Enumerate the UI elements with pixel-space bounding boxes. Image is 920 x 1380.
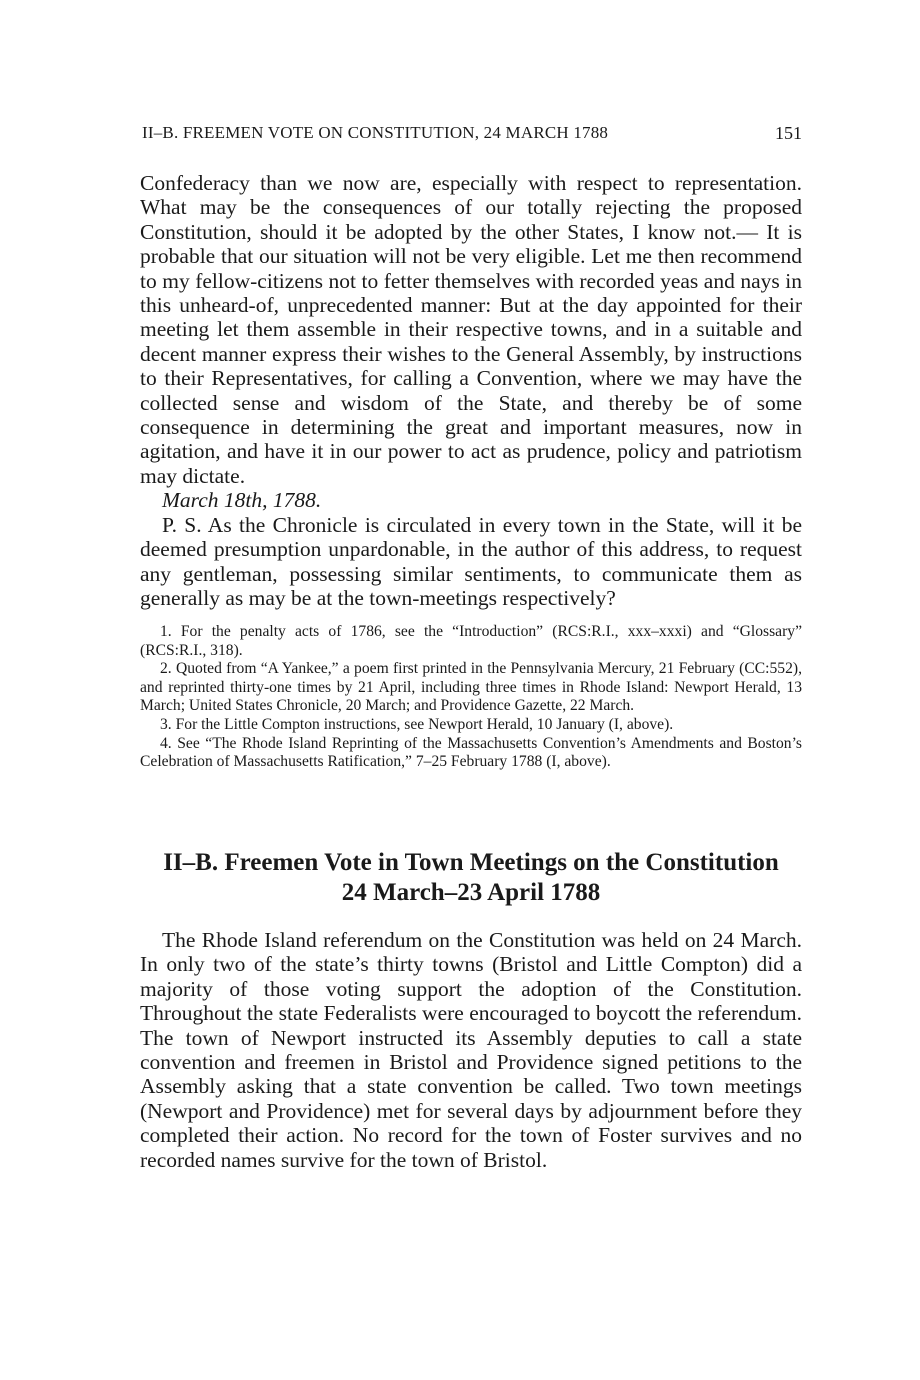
section-heading [140,848,802,908]
dateline [162,488,321,512]
section-intro: The Rhode Island referendum on the Constitution was held on 24 March. In only two of the state’s thirty towns (Bristol and Little Compton) did a majority of those voting support the adoption of the Constitution. Throughout the state Federalists were encouraged to boycott the referendum. The town of Newport instructed its Assembly deputies to call a state convention and freemen in Bristol and Providence signed petitions to the Assembly asking that a state convention be called. Two town meetings (Newport and Providence) met for several days by adjournment before they completed their action. No record for the town of Foster survives and no recorded names survive for the town of Bristol. [140,928,802,1172]
body-paragraph: Confederacy than we now are, especially with respect to representation. What may be the consequences of our totally rejecting the proposed Constitution, should it be adopted by the other States, I know not.— It is probable that our situation will not be very eligible. Let me then recommend to my fellow-citizens not to fetter themselves with recorded yeas and nays in this unheard-of, unprecedented manner: But at the day appointed for their meeting let them assemble in their respective towns, and in a suitable and decent manner express their wishes to the General Assembly, by instructions to their Representatives, for calling a Convention, where we may have the collected sense and wisdom of the State, and thereby be of some consequence in determining the great and important measures, now in agitation, and have it in our power to act as prudence, policy and patriotism may dictate. [140,171,802,488]
running-head-title: II–B. FREEMEN VOTE ON CONSTITUTION, 24 MARCH 1788 [142,123,609,142]
footnote: 3. For the Little Compton instructions, see Newport Herald, 10 January (I, above). [160,715,674,733]
page-number: 151 [775,123,802,143]
section-heading-line-1: II–B. Freemen Vote in Town Meetings on the Constitution [163,849,779,876]
running-head [142,123,802,151]
section-heading-line-2: 24 March–23 April 1788 [341,879,601,906]
body-paragraph-block [140,171,802,488]
dateline-text: March 18th, 1788. [162,488,322,512]
footnotes [140,623,802,772]
footnote: 2. Quoted from “A Yankee,” a poem first printed in the Pennsylvania Mercury, 21 February (CC:552), and reprinted thirty-one times by 21 April, including three times in Rhode Island: Newport Herald, 13 March; United States Chronicle, 20 March; and Providence Gazette, 22 March. [140,660,802,715]
footnote: 4. See “The Rhode Island Reprinting of the Massachusetts Convention’s Amendments and Boston’s Celebration of Massachusetts Ratification,” 7–25 February 1788 (I, above). [140,734,802,771]
postscript: P. S. As the Chronicle is circulated in every town in the State, will it be deemed presumption unpardonable, in the author of this address, to request any gentleman, possessing similar sentiments, to communicate them as generally as may be at the town-meetings respectively? [140,513,802,611]
footnote: 1. For the penalty acts of 1786, see the “Introduction” (RCS:R.I., xxx–xxxi) and “Glossary” (RCS:R.I., 318). [140,623,802,659]
